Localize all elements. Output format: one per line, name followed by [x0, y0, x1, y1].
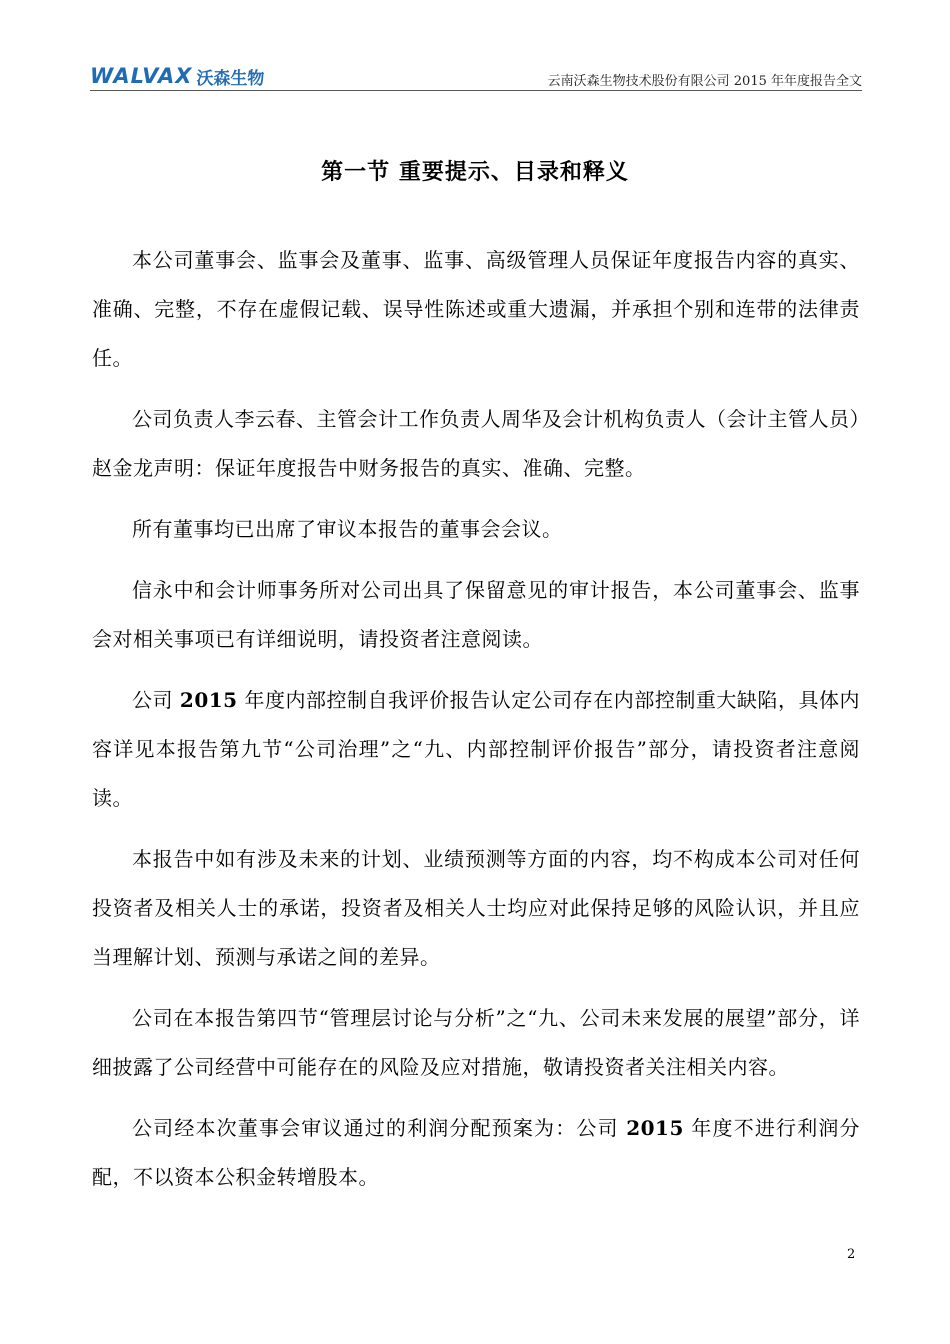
page-header	[90, 62, 862, 90]
paragraph-responsible-persons: 公司负责人李云春、主管会计工作负责人周华及会计机构负责人（会计主管人员）赵金龙声明：保证年度报告中财务报告的真实、准确、完整。	[92, 407, 860, 480]
logo-chinese-text: 沃森生物	[196, 68, 265, 89]
header-divider	[90, 90, 862, 91]
document-title-header: 云南沃森生物技术股份有限公司 2015 年年度报告全文	[547, 74, 862, 89]
paragraph-risk-disclosure: 公司在本报告第四节“管理层讨论与分析”之“九、公司未来发展的展望”部分，详细披露了公司经营中可能存在的风险及应对措施，敬请投资者关注相关内容。	[92, 1006, 860, 1079]
paragraph-profit-distribution: 公司经本次董事会审议通过的利润分配预案为：公司 2015 年度不进行利润分配，不以资本公积金转增股本。	[92, 1116, 861, 1189]
paragraph-directors-attendance: 所有董事均已出席了审议本报告的董事会会议。	[132, 517, 563, 541]
paragraph-forward-looking: 本报告中如有涉及未来的计划、业绩预测等方面的内容，均不构成本公司对任何投资者及相关人士的承诺，投资者及相关人士均应对此保持足够的风险认识，并且应当理解计划、预测与承诺之间的差异。	[92, 847, 860, 969]
page-number: 2	[847, 1247, 856, 1262]
logo-english-text: WALVAX	[90, 64, 193, 88]
paragraph-board-guarantee: 本公司董事会、监事会及董事、监事、高级管理人员保证年度报告内容的真实、准确、完整，不存在虚假记载、误导性陈述或重大遗漏，并承担个别和连带的法律责任。	[92, 248, 860, 370]
walvax-logo	[90, 64, 264, 88]
paragraph-internal-control: 公司 2015 年度内部控制自我评价报告认定公司存在内部控制重大缺陷，具体内容详见本报告第九节“公司治理”之“九、内部控制评价报告”部分，请投资者注意阅读。	[92, 688, 861, 810]
section-title: 第一节 重要提示、目录和释义	[321, 159, 629, 185]
notice-body	[92, 236, 860, 1214]
paragraph-audit-opinion: 信永中和会计师事务所对公司出具了保留意见的审计报告，本公司董事会、监事会对相关事项已有详细说明，请投资者注意阅读。	[92, 578, 860, 651]
